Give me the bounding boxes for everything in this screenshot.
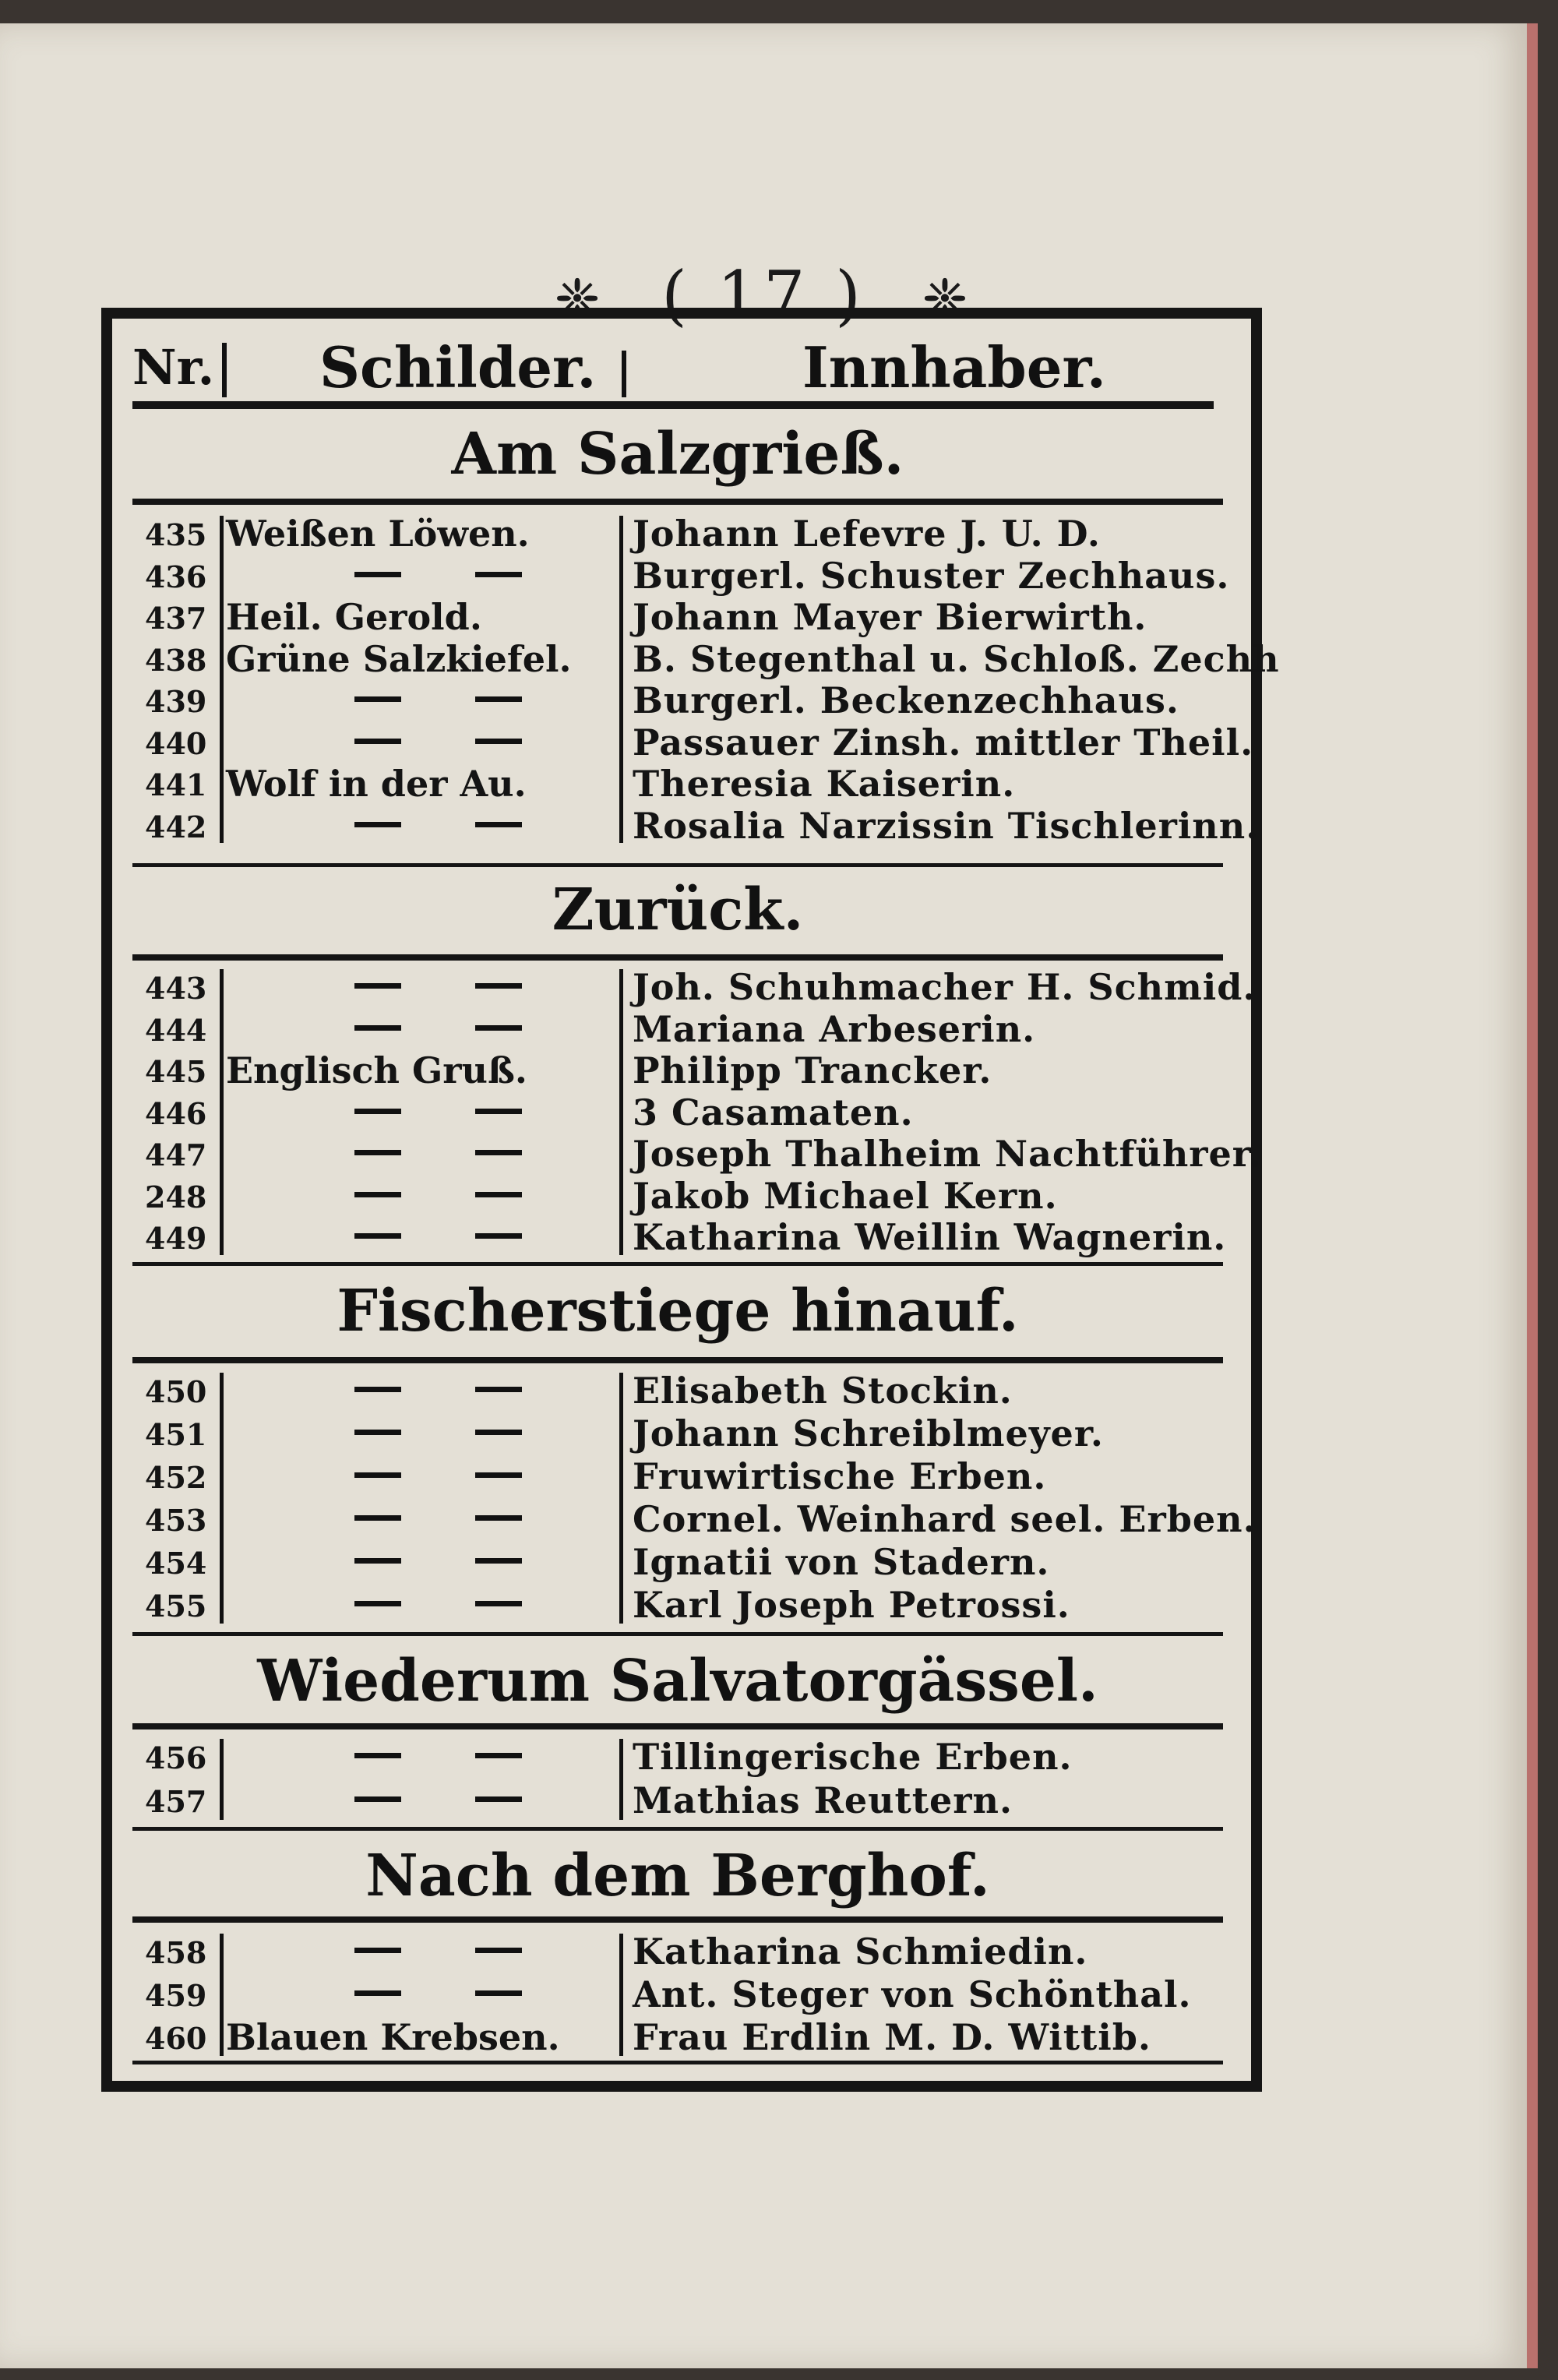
owner-name: Ignatii von Stadern. [633, 1541, 1050, 1583]
row-number: 457 [145, 1784, 207, 1819]
section-rule [132, 1357, 1223, 1363]
ditto-dash [354, 739, 401, 744]
ditto-dash [354, 1601, 401, 1606]
owner-name: Rosalia Narzissin Tischlerinn. [633, 804, 1260, 847]
ditto-dash [354, 983, 401, 989]
ditto-dash [475, 1025, 522, 1031]
row-number: 439 [145, 684, 207, 719]
table-row [140, 1455, 1223, 1497]
ditto-dash [475, 1796, 522, 1802]
row-number: 450 [145, 1374, 207, 1409]
owner-name: Johann Schreiblmeyer. [633, 1412, 1104, 1454]
row-number: 449 [145, 1221, 207, 1256]
table-row [140, 2016, 1223, 2057]
row-number: 442 [145, 809, 207, 844]
row-number: 454 [145, 1546, 207, 1581]
section-rule [132, 1916, 1223, 1923]
owner-name: Tillingerische Erben. [633, 1736, 1073, 1778]
owner-name: Jakob Michael Kern. [633, 1174, 1058, 1217]
row-number: 456 [145, 1740, 207, 1775]
table-row [140, 513, 1223, 554]
section-rule [132, 499, 1223, 505]
table-row [140, 1584, 1223, 1625]
ditto-dash [354, 1558, 401, 1564]
ditto-dash [354, 572, 401, 577]
row-number: 435 [145, 517, 207, 552]
ditto-dash [475, 1150, 522, 1155]
section-rule [132, 1632, 1223, 1636]
column-nr: Nr. [132, 339, 215, 396]
table-row [140, 554, 1230, 597]
table-row [140, 804, 1260, 847]
section-title: Wiederum Salvatorgässel. [257, 1648, 1098, 1715]
ditto-dash [475, 1753, 522, 1758]
owner-name: Johann Lefevre J. U. D. [633, 513, 1101, 555]
ditto-dash [475, 1109, 522, 1114]
column-schilder: Schilder. [319, 334, 597, 400]
ditto-dash [354, 696, 401, 702]
row-number: 447 [145, 1137, 207, 1172]
column-divider [222, 343, 227, 397]
section-title: Fischerstiege hinauf. [337, 1278, 1019, 1345]
ditto-dash [475, 822, 522, 827]
table-row [140, 1498, 1257, 1540]
table-row [140, 1370, 1223, 1411]
table-row [140, 1973, 1223, 2015]
row-number: 443 [145, 971, 207, 1006]
section-rule [132, 1723, 1223, 1729]
row-number: 455 [145, 1588, 207, 1624]
table-row [140, 637, 1280, 680]
ditto-dash [354, 1796, 401, 1802]
owner-name: Joseph Thalheim Nachtführer. [633, 1133, 1262, 1175]
owner-name: Katharina Schmiedin. [633, 1930, 1088, 1973]
ditto-dash [354, 1025, 401, 1031]
owner-name: Mathias Reuttern. [633, 1779, 1013, 1821]
ditto-dash [475, 696, 522, 702]
row-number: 436 [145, 559, 207, 594]
table-row [140, 679, 1223, 721]
table-row [140, 1008, 1223, 1049]
ditto-dash [354, 1515, 401, 1521]
row-number: 441 [145, 767, 207, 802]
row-number: 437 [145, 601, 207, 636]
sign-name: Blauen Krebsen. [226, 2016, 560, 2058]
section-title: Am Salzgrieß. [451, 421, 904, 488]
owner-name: Theresia Kaiserin. [633, 763, 1016, 805]
table-row [140, 1049, 1223, 1091]
sign-name: Heil. Gerold. [226, 596, 482, 638]
table-row [140, 1412, 1223, 1454]
row-number: 452 [145, 1460, 207, 1495]
owner-name: Frau Erdlin M. D. Wittib. [633, 2016, 1151, 2058]
row-number: 460 [145, 2021, 207, 2056]
ditto-dash [475, 983, 522, 989]
owner-name: Karl Joseph Petrossi. [633, 1584, 1070, 1626]
table-row [140, 1541, 1223, 1582]
row-number: 248 [145, 1179, 207, 1215]
section-rule [132, 863, 1223, 867]
ditto-dash [475, 1430, 522, 1435]
owner-name: Burgerl. Beckenzechhaus. [633, 679, 1179, 721]
ditto-dash [354, 1948, 401, 1953]
row-number: 453 [145, 1503, 207, 1538]
owner-name: Fruwirtische Erben. [633, 1455, 1047, 1497]
table-row [140, 1930, 1223, 1972]
table-row [140, 1216, 1227, 1258]
ditto-dash [475, 572, 522, 577]
owner-name: Joh. Schuhmacher H. Schmid. [633, 966, 1257, 1008]
owner-name: Katharina Weillin Wagnerin. [633, 1216, 1227, 1258]
owner-name: 3 Casamaten. [633, 1091, 914, 1134]
sign-name: Wolf in der Au. [226, 763, 527, 805]
section-rule [132, 954, 1223, 961]
table-row [140, 596, 1223, 637]
ditto-dash [475, 1472, 522, 1478]
row-number: 458 [145, 1935, 207, 1970]
sign-name: Englisch Gruß. [226, 1049, 527, 1091]
ditto-dash [354, 1233, 401, 1239]
owner-name: Philipp Trancker. [633, 1049, 992, 1091]
table-row [140, 1133, 1262, 1175]
table-row [140, 1736, 1223, 1777]
ditto-dash [354, 822, 401, 827]
column-innhaber: Innhaber. [802, 334, 1106, 400]
ornament-right-icon: ❈ [922, 267, 973, 331]
table-row [140, 1175, 1223, 1216]
ditto-dash [475, 1990, 522, 1996]
ditto-dash [354, 1109, 401, 1114]
section-title: Nach dem Berghof. [365, 1842, 990, 1909]
section-rule [132, 1262, 1223, 1266]
ditto-dash [475, 1601, 522, 1606]
owner-name: Passauer Zinsh. mittler Theil. [633, 721, 1254, 763]
ditto-dash [475, 1948, 522, 1953]
section-rule [132, 2061, 1223, 2064]
ditto-dash [354, 1430, 401, 1435]
ditto-dash [475, 1515, 522, 1521]
ornament-left-icon: ❈ [554, 267, 605, 331]
ditto-dash [354, 1150, 401, 1155]
row-number: 446 [145, 1095, 207, 1131]
owner-name: Johann Mayer Bierwirth. [633, 596, 1147, 638]
ditto-dash [475, 1192, 522, 1197]
table-row [140, 721, 1254, 763]
table-row [140, 1779, 1223, 1821]
ditto-dash [475, 739, 522, 744]
owner-name: Cornel. Weinhard seel. Erben. [633, 1498, 1257, 1540]
owner-name: Mariana Arbeserin. [633, 1007, 1036, 1050]
row-number: 438 [145, 642, 207, 678]
row-number: 451 [145, 1417, 207, 1452]
owner-name: Ant. Steger von Schönthal. [633, 1973, 1192, 2015]
ditto-dash [475, 1233, 522, 1239]
owner-name: Burgerl. Schuster Zechhaus. [633, 554, 1230, 597]
column-divider [622, 351, 626, 397]
page-number: ( 17 ) [661, 257, 865, 333]
ditto-dash [354, 1387, 401, 1392]
ditto-dash [475, 1387, 522, 1392]
row-number: 440 [145, 725, 207, 761]
row-number: 459 [145, 1978, 207, 2013]
ditto-dash [354, 1753, 401, 1758]
table-row [140, 1091, 1223, 1133]
owner-name: B. Stegenthal u. Schloß. Zechh [633, 637, 1280, 680]
section-rule [132, 1827, 1223, 1831]
table-row [140, 763, 1223, 804]
owner-name: Elisabeth Stockin. [633, 1370, 1013, 1412]
column-header [132, 323, 1214, 409]
table-row [140, 966, 1257, 1008]
sign-name: Grüne Salzkiefel. [226, 637, 572, 680]
sign-name: Weißen Löwen. [226, 513, 530, 555]
ditto-dash [354, 1472, 401, 1478]
ditto-dash [475, 1558, 522, 1564]
section-title: Zurück. [552, 876, 804, 943]
row-number: 445 [145, 1054, 207, 1089]
ditto-dash [354, 1192, 401, 1197]
ditto-dash [354, 1990, 401, 1996]
row-number: 444 [145, 1012, 207, 1048]
